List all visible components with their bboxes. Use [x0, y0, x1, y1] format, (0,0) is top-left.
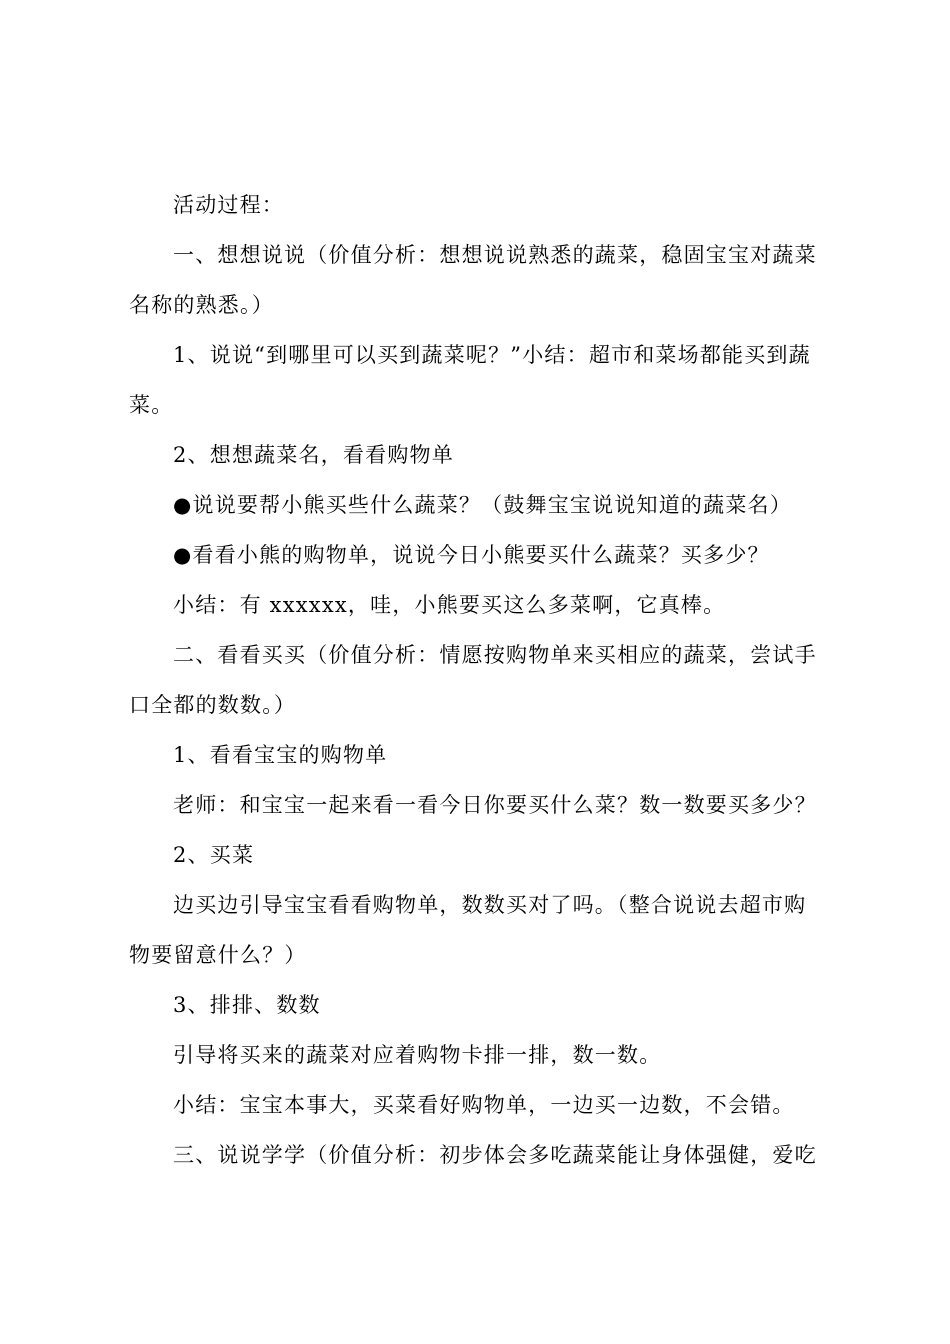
bullet-line: ●看看小熊的购物单，说说今日小熊要买什么蔬菜？买多少？	[173, 543, 770, 567]
paragraph-line: 口全都的数数。）	[129, 693, 297, 717]
paragraph-line: 菜。	[129, 393, 174, 417]
paragraph-line: 边买边引导宝宝看看购物单，数数买对了吗。（整合说说去超市购	[173, 893, 807, 917]
paragraph-line: 一、想想说说（价值分析：想想说说熟悉的蔬菜，稳固宝宝对蔬菜	[173, 243, 817, 267]
section-heading: 活动过程：	[173, 193, 284, 217]
bullet-line: ●说说要帮小熊买些什么蔬菜？（鼓舞宝宝说说知道的蔬菜名）	[173, 493, 792, 517]
paragraph-line: 物要留意什么？）	[129, 943, 307, 967]
paragraph-line: 小结：有 xxxxxx，哇，小熊要买这么多菜啊，它真棒。	[173, 593, 726, 617]
paragraph-line: 2、买菜	[173, 843, 255, 867]
paragraph-line: 老师：和宝宝一起来看一看今日你要买什么菜？数一数要买多少？	[173, 793, 817, 817]
paragraph-line: 1、看看宝宝的购物单	[173, 743, 388, 767]
paragraph-line: 二、看看买买（价值分析：情愿按购物单来买相应的蔬菜，尝试手	[173, 643, 817, 667]
paragraph-line: 小结：宝宝本事大，买菜看好购物单，一边买一边数，不会错。	[173, 1093, 795, 1117]
paragraph-line: 3、排排、数数	[173, 993, 321, 1017]
paragraph-line: 三、说说学学（价值分析：初步体会多吃蔬菜能让身体强健，爱吃	[173, 1143, 817, 1167]
paragraph-line: 2、想想蔬菜名，看看购物单	[173, 443, 454, 467]
paragraph-line: 1、说说“到哪里可以买到蔬菜呢？”小结：超市和菜场都能买到蔬	[173, 343, 811, 367]
paragraph-line: 名称的熟悉。）	[129, 293, 274, 317]
paragraph-line: 引导将买来的蔬菜对应着购物卡排一排，数一数。	[173, 1043, 662, 1067]
